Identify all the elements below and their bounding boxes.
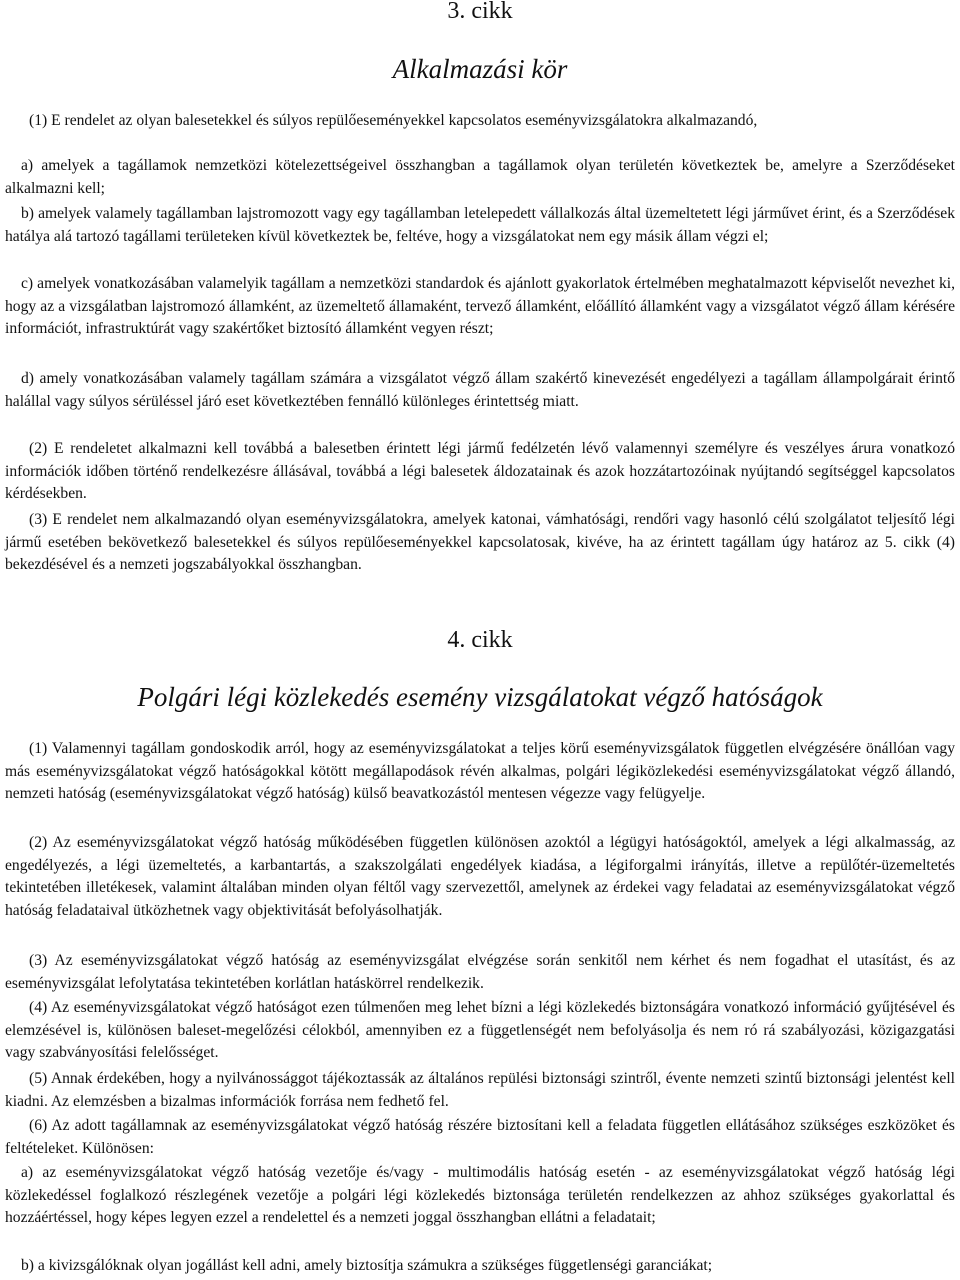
article-4-paragraph-2: (2) Az eseményvizsgálatokat végző hatóság működésében független különösen azoktól a légügyi hatóságoktól, amelyek a légi alkalmasság, az engedélyezés, a légi üzemeltetés, a karbantartás, a szakszolgálati engedélyek kiadása, a légiforgalmi irányítás, illetve a repülőtér-üzemeltetés tekintetében illetékesek, valamint általában minden olyan féltől vagy szervezettől, amelynek az érdekei vagy feladatai az eseményvizsgálatokat végző hatóság feladataival ütközhetnek vagy objektivitását befolyásolhatják. bbox=[5, 834, 955, 920]
article-4-point-a: a) az eseményvizsgálatokat végző hatóság vezetője és/vagy - multimodális hatóság esetén - az eseményvizsgálatokat végző hatóság légi közlekedéssel foglalkozó részlegének vezetője a polgári légi közlekedés biztonsága területén rendelkezzen az ahhoz szükséges gyakorlattal és hozzáértéssel, hogy képes legyen ezzel a rendelettel és a nemzeti joggal összhangban ellátni a feladatait; bbox=[5, 1164, 955, 1227]
article-4-paragraph-6: (6) Az adott tagállamnak az eseményvizsgálatokat végző hatóság részére biztosítani kell a feladata független ellátásához szükséges eszközöket és feltételeket. Különösen: bbox=[5, 1117, 955, 1157]
article-3-point-a: a) amelyek a tagállamok nemzetközi kötelezettségeivel összhangban a tagállamok olyan területén következtek be, amelyre a Szerződéseket alkalmazni kell; bbox=[5, 157, 955, 197]
article-3-point-b: b) amelyek valamely tagállamban lajstromozott vagy egy tagállamban letelepedett vállalkozás által üzemeltetett légi járművet érint, és a Szerződések hatálya alá tartozó tagállami területeken kívül következtek be, feltéve, hogy a vizsgálatokat nem egy másik állam végzi el; bbox=[5, 205, 955, 245]
article-4-paragraph-3: (3) Az eseményvizsgálatokat végző hatóság az eseményvizsgálat elvégzése során senkitől nem kérhet és nem fogadhat el utasítást, és az eseményvizsgálat lefolytatása tekintetében korlátlan hatáskörrel rendelkezik. bbox=[5, 952, 955, 992]
article-3-paragraph-1: (1) E rendelet az olyan balesetekkel és súlyos repülőeseményekkel kapcsolatos eseményvizsgálatokra alkalmazandó, bbox=[29, 112, 758, 129]
article-3-point-d: d) amely vonatkozásában valamely tagállam számára a vizsgálatot végző állam szakértő kinevezését engedélyezi a tagállam állampolgárait érintő halállal vagy súlyos sérüléssel járó eset következtében fennálló különleges érintettség miatt. bbox=[5, 370, 955, 410]
article-3-paragraph-3: (3) E rendelet nem alkalmazandó olyan eseményvizsgálatokra, amelyek katonai, vámhatósági, rendőri vagy hasonló célú szolgálatot teljesítő légi jármű esetében bekövetkező balesetekkel és súlyos repülőeseményekkel kapcsolatosak, kivéve, ha az érintett tagállam úgy határoz az 5. cikk (4) bekezdésével és a nemzeti jogszabályokkal összhangban. bbox=[5, 511, 955, 574]
article-4-paragraph-4: (4) Az eseményvizsgálatokat végző hatóságot ezen túlmenően meg lehet bízni a légi közlekedés biztonságára vonatkozó információ gyűjtésével és elemzésével is, különösen baleset-megelőzési célokból, amennyiben ez a függetlenségét nem befolyásolja és nem ró rá szabályozási, közigazgatási vagy szabványosítási felelősséget. bbox=[5, 999, 955, 1062]
article-4-paragraph-1: (1) Valamennyi tagállam gondoskodik arról, hogy az eseményvizsgálatokat a teljes körű eseményvizsgálatok független elvégzésére önállóan vagy más eseményvizsgálatokat végző hatóságokkal kötött megállapodások révén alkalmas, polgári légiközlekedési eseményvizsgálatokat végző állandó, nemzeti hatóság (eseményvizsgálatokat végző hatóság) külső beavatkozástól mentesen végezze vagy felügyelje. bbox=[5, 740, 955, 803]
article-4-paragraph-5: (5) Annak érdekében, hogy a nyilvánossággot tájékoztassák az általános repülési biztonsági szintről, évente nemzeti szintű biztonsági jelentést kell kiadni. Az elemzésben a bizalmas információk forrása nem fedhető fel. bbox=[5, 1070, 955, 1110]
article-4-number: 4. cikk bbox=[447, 627, 513, 653]
article-3-number: 3. cikk bbox=[447, 0, 513, 24]
article-4-point-b: b) a kivizsgálóknak olyan jogállást kell adni, amely biztosítja számukra a szükséges függetlenségi garanciákat; bbox=[21, 1257, 713, 1274]
article-3-paragraph-2: (2) E rendeletet alkalmazni kell továbbá a balesetben érintett légi jármű fedélzetén lévő valamennyi személyre és veszélyes árura vonatkozó információk időben történő rendelkezésre állásával, továbbá a légi balesetek áldozatainak és azok hozzátartozóinak nyújtandó segítséggel kapcsolatos kérdésekben. bbox=[5, 440, 955, 503]
article-4-title: Polgári légi közlekedés esemény vizsgálatokat végző hatóságok bbox=[137, 682, 823, 712]
article-3-title: Alkalmazási kör bbox=[392, 54, 568, 84]
article-3-point-c: c) amelyek vonatkozásában valamelyik tagállam a nemzetközi standardok és ajánlott gyakorlatok értelmében meghatalmazott képviselőt nevezhet ki, hogy az a vizsgálatban lajstromozó államként, az üzemeltető államaként, tervező államként, előállító államként vagy a vizsgálatot végző állam kérésére információt, infrastruktúrát vagy szakértőket biztosító államként vegyen részt; bbox=[5, 275, 955, 338]
